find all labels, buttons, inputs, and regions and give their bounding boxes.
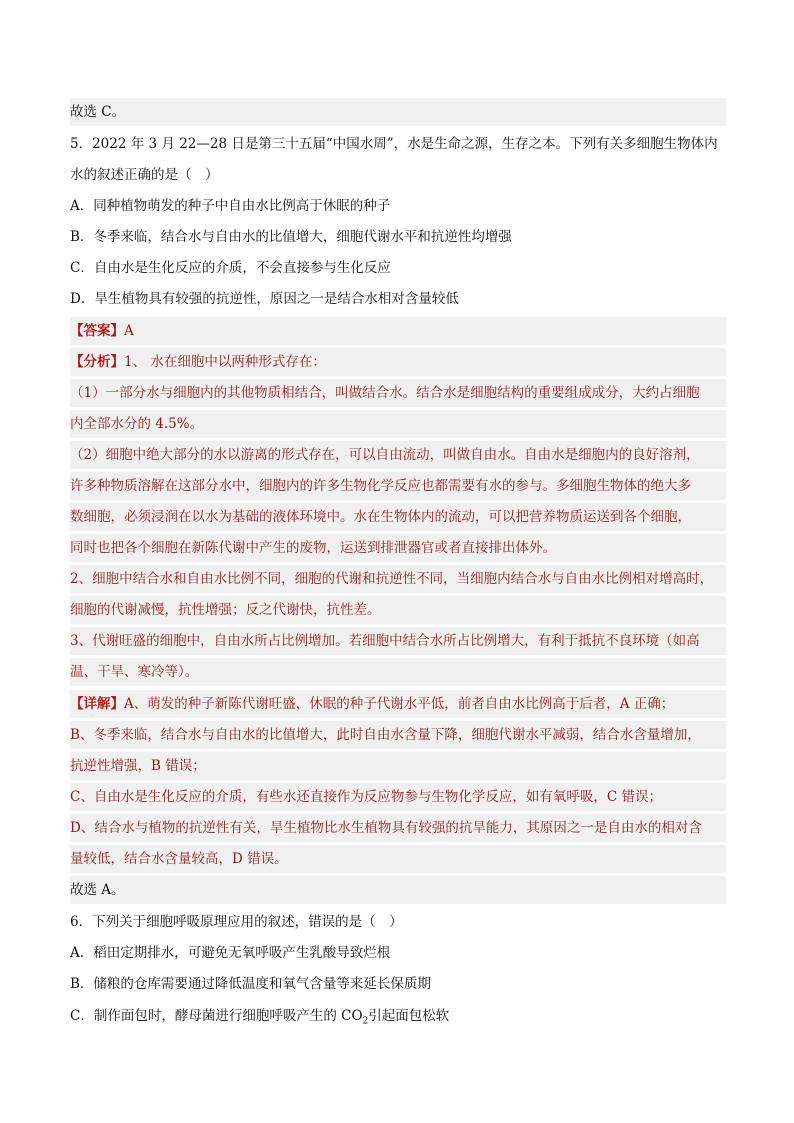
q5-analysis-line: 许多种物质溶解在这部分水中，细胞内的许多生物化学反应也都需要有水的参与。多细胞生物体的绝大多 [70, 472, 726, 500]
q5-option-a: A．同种植物萌发的种子中自由水比例高于休眠的种子 [70, 198, 391, 214]
q5-detail-line: 抗逆性增强，B 错误； [70, 752, 726, 780]
q5-detail-line: 量较低，结合水含量较高，D 错误。 [70, 845, 726, 873]
detail-tag: 【详解】 [70, 696, 124, 712]
q5-analysis-line: 内全部水分的 4.5%。 [70, 410, 726, 438]
q5-detail-line: B、冬季来临，结合水与自由水的比值增大，此时自由水含量下降，细胞代谢水平减弱，结合水含量增加， [70, 721, 726, 749]
q5-analysis-line: 2、细胞中结合水和自由水比例不同，细胞的代谢和抗逆性不同，当细胞内结合水与自由水比例相对增高时， [70, 565, 726, 593]
q5-detail-line: C、自由水是生化反应的介质，有些水还直接作为反应物参与生物化学反应，如有氧呼吸，C 错误； [70, 783, 726, 811]
q5-analysis-line: 温、干旱、寒冷等）。 [70, 658, 726, 686]
q5-stem-line2: 水的叙述正确的是（ ） [70, 167, 219, 183]
q5-analysis-line: 【分析】1、 水在细胞中以两种形式存在： [70, 348, 726, 376]
analysis-tag: 【分析】 [70, 354, 124, 370]
previous-conclusion: 故选 C。 [70, 98, 726, 126]
q5-analysis-line: 细胞的代谢减慢，抗性增强；反之代谢快，抗性差。 [70, 596, 726, 624]
answer-tag: 【答案】 [70, 323, 124, 339]
q6-option-a: A．稻田定期排水，可避免无氧呼吸产生乳酸导致烂根 [70, 945, 391, 961]
q5-analysis-line: （1）一部分水与细胞内的其他物质相结合，叫做结合水。结合水是细胞结构的重要组成成分，大约占细胞 [70, 379, 726, 407]
q5-option-c: C．自由水是生化反应的介质，不会直接参与生化反应 [70, 260, 391, 276]
answer-value: A [124, 323, 134, 339]
q5-answer [70, 317, 726, 345]
q5-analysis-line: 同时也把各个细胞在新陈代谢中产生的废物，运送到排泄器官或者直接排出体外。 [70, 534, 726, 562]
q6-option-c: C．制作面包时，酵母菌进行细胞呼吸产生的 $CO_2$引起面包松软 [70, 1008, 450, 1027]
q5-detail-line: D、结合水与植物的抗逆性有关，旱生植物比水生植物具有较强的抗旱能力，其原因之一是自由水的相对含 [70, 814, 726, 842]
q5-conclusion: 故选 A。 [70, 876, 726, 904]
q5-analysis-line: （2）细胞中绝大部分的水以游离的形式存在，可以自由流动，叫做自由水。自由水是细胞内的良好溶剂， [70, 441, 726, 469]
q5-option-b: B．冬季来临，结合水与自由水的比值增大，细胞代谢水平和抗逆性均增强 [70, 229, 512, 245]
q6-stem: 6．下列关于细胞呼吸原理应用的叙述，错误的是（ ） [70, 914, 403, 930]
q5-analysis-line: 数细胞，必须浸润在以水为基础的液体环境中。水在生物体内的流动，可以把营养物质运送到各个细胞， [70, 503, 726, 531]
q5-option-d: D．旱生植物具有较强的抗逆性，原因之一是结合水相对含量较低 [70, 291, 459, 307]
q5-detail-line: 【详解】A、萌发的种子新陈代谢旺盛，休眠的种子代谢水平低，前者自由水比例高于后者，A 正确； [70, 690, 726, 718]
q5-analysis-line: 3、代谢旺盛的细胞中，自由水所占比例增加。若细胞中结合水所占比例增大，有利于抵抗不良环境（如高 [70, 627, 726, 655]
q6-option-b: B．储粮的仓库需要通过降低温度和氧气含量等来延长保质期 [70, 976, 431, 992]
q5-stem-line1: 5．2022 年 3 月 22—28 日是第三十五届“中国水周”，水是生命之源，生存之本。下列有关多细胞生物体内 [70, 136, 718, 152]
